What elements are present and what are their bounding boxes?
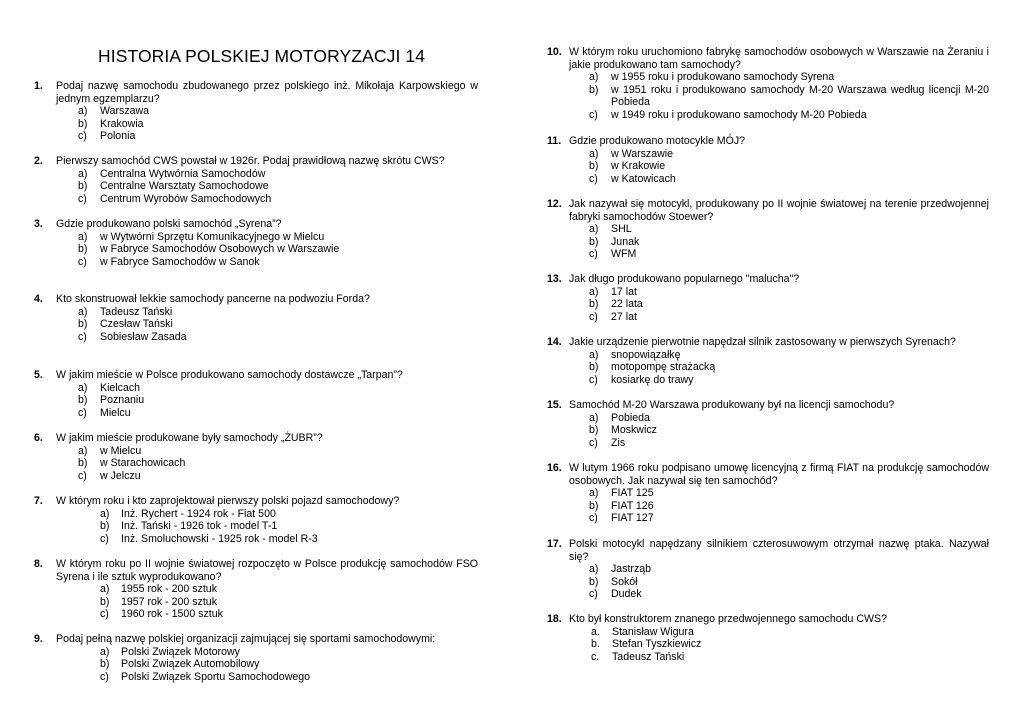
answer-option: a) 1955 rok - 200 sztuk (100, 583, 217, 596)
question-text: Kto był konstruktorem znanego przedwojennego samochodu CWS? (569, 613, 887, 625)
question-9 (34, 633, 478, 683)
question-text: W lutym 1966 roku podpisano umowę licencyjną z firmą FIAT na produkcję samochodów osobowych. Jak nazywał się ten samochód? (569, 462, 989, 487)
answer-option: b) Sokół (589, 575, 638, 588)
answer-option: a) Inż. Rychert - 1924 rok - Fiat 500 (100, 507, 276, 520)
answer-option: c) 27 lat (589, 310, 637, 323)
answer-option: a) Tadeusz Tański (78, 305, 173, 318)
answer-option: c) FIAT 127 (589, 512, 654, 525)
question-8 (34, 558, 478, 621)
question-number: 1. (34, 80, 43, 92)
question-2 (34, 155, 478, 205)
question-3 (34, 218, 478, 268)
question-number: 18. (547, 613, 562, 625)
question-number: 7. (34, 495, 43, 507)
answer-option: b. Stefan Tyszkiewicz (591, 638, 702, 651)
question-text: Gdzie produkowano polski samochód „Syrena”? (56, 218, 282, 230)
question-15 (547, 399, 989, 449)
question-1 (34, 80, 478, 143)
answer-option: b) Polski Związek Automobilowy (100, 658, 260, 671)
answer-option: c) Centrum Wyrobów Samochodowych (78, 192, 272, 205)
question-11 (547, 135, 989, 185)
answer-option: b) Centralne Warsztaty Samochodowe (78, 180, 269, 193)
question-number: 2. (34, 155, 43, 167)
question-text: W jakim mieście w Polsce produkowano samochody dostawcze „Tarpan”? (56, 369, 403, 381)
answer-option: c. Tadeusz Tański (591, 650, 685, 663)
answer-option: a) Jastrząb (589, 563, 652, 576)
question-13 (547, 273, 989, 323)
answer-option: a. Stanisław Wigura (591, 625, 694, 638)
answer-option: c) Mielcu (78, 406, 131, 419)
answer-option: b) Krakowia (78, 117, 144, 130)
question-number: 5. (34, 369, 43, 381)
answer-option: c) Dudek (589, 588, 642, 601)
question-4 (34, 293, 478, 343)
question-16 (547, 462, 989, 525)
question-6 (34, 432, 478, 482)
answer-option: c) 1960 rok - 1500 sztuk (100, 608, 223, 621)
answer-option: b) motopompę strażacką (589, 361, 716, 374)
answer-option: b) Czesław Tański (78, 318, 173, 331)
answer-option: b) Inż. Tański - 1926 tok - model T-1 (100, 520, 278, 533)
answer-option: a) snopowiązałkę (589, 348, 681, 361)
question-number: 17. (547, 538, 562, 550)
question-text: W jakim mieście produkowane były samochody „ŻUBR”? (56, 432, 323, 444)
question-14 (547, 336, 989, 386)
answer-option: a) Warszawa (78, 105, 150, 118)
question-number: 3. (34, 218, 43, 230)
question-18 (547, 613, 989, 663)
answer-option: b) w Fabryce Samochodów Osobowych w Warszawie (78, 243, 340, 256)
question-number: 16. (547, 462, 562, 474)
question-10 (547, 46, 989, 122)
answer-option: b) w Krakowie (589, 160, 666, 173)
question-number: 10. (547, 46, 562, 58)
answer-option: b) w 1951 roku i produkowano samochody M-20 Warszawa według licencji M-20 Pobieda (589, 83, 989, 109)
question-text: W którym roku uruchomiono fabrykę samochodów osobowych w Warszawie na Żeraniu i jakie produkowano tam samochody? (569, 46, 989, 71)
answer-option: c) Polonia (78, 130, 136, 143)
question-text: Polski motocykl napędzany silnikiem czterosuwowym otrzymał nazwę ptaka. Nazywał się? (569, 538, 989, 563)
answer-option: c) kosiarkę do trawy (589, 373, 694, 386)
question-text: W którym roku po II wojnie światowej rozpoczęto w Polsce produkcję samochodów FSO Syrena i ile sztuk wyprodukowano? (56, 558, 478, 583)
question-number: 6. (34, 432, 43, 444)
answer-option: a) Pobieda (589, 411, 650, 424)
question-12 (547, 198, 989, 261)
answer-option: c) Zis (589, 436, 626, 449)
question-number: 8. (34, 558, 43, 570)
answer-option: c) Polski Związek Sportu Samochodowego (100, 670, 311, 683)
question-5 (34, 369, 478, 419)
answer-option: b) Poznaniu (78, 394, 145, 407)
answer-option: c) Sobiesław Zasada (78, 330, 187, 343)
question-7 (34, 495, 478, 545)
question-text: Kto skonstruował lekkie samochody pancerne na podwoziu Forda? (56, 293, 370, 305)
answer-option: b) Moskwicz (589, 424, 657, 437)
question-text: Jak długo produkowano popularnego "malucha"? (569, 273, 800, 285)
answer-option: b) Junak (589, 235, 640, 248)
answer-option: c) w Katowicach (589, 172, 676, 185)
answer-option: c) w Jelczu (78, 469, 141, 482)
page-title: HISTORIA POLSKIEJ MOTORYZACJI 14 (98, 46, 426, 66)
question-number: 13. (547, 273, 562, 285)
question-text: Gdzie produkowano motocykle MÓJ? (569, 135, 746, 147)
answer-option: b) w Starachowicach (78, 457, 186, 470)
answer-option: a) Kielcach (78, 381, 141, 394)
answer-option: c) Inż. Smoluchowski - 1925 rok - model R-3 (100, 532, 318, 545)
question-text: Pierwszy samochód CWS powstał w 1926r. Podaj prawidłową nazwę skrótu CWS? (56, 155, 445, 167)
answer-option: a) w Warszawie (589, 147, 674, 160)
answer-option: a) Centralna Wytwórnia Samochodów (78, 167, 266, 180)
question-text: Podaj nazwę samochodu zbudowanego przez polskiego inż. Mikołaja Karpowskiego w jednym egzemplarzu? (56, 80, 478, 105)
question-number: 15. (547, 399, 562, 411)
answer-option: a) Polski Związek Motorowy (100, 645, 240, 658)
answer-option: a) w Mielcu (78, 444, 142, 457)
answer-option: a) w Wytwórni Sprzętu Komunikacyjnego w Mielcu (78, 230, 325, 243)
question-number: 14. (547, 336, 562, 348)
answer-option: a) SHL (589, 223, 632, 236)
answer-option: a) FIAT 125 (589, 487, 654, 500)
answer-option: c) w 1949 roku i produkowano samochody M-20 Pobieda (589, 108, 867, 121)
question-17 (547, 538, 989, 601)
answer-option: a) w 1955 roku i produkowano samochody Syrena (589, 71, 835, 84)
question-number: 9. (34, 633, 43, 645)
question-text: Jak nazywał się motocykl, produkowany po II wojnie światowej na terenie przedwojennej fabryki samochodów Stoewer? (569, 198, 989, 223)
question-number: 11. (547, 135, 562, 147)
question-text: W którym roku i kto zaprojektował pierwszy polski pojazd samochodowy? (56, 495, 400, 507)
answer-option: c) WFM (589, 248, 637, 261)
answer-option: a) 17 lat (589, 285, 637, 298)
question-number: 12. (547, 198, 562, 210)
question-number: 4. (34, 293, 43, 305)
answer-option: b) 22 lata (589, 298, 643, 311)
answer-option: c) w Fabryce Samochodów w Sanok (78, 255, 260, 268)
question-text: Samochód M-20 Warszawa produkowany był na licencji samochodu? (569, 399, 895, 411)
answer-option: b) 1957 rok - 200 sztuk (100, 595, 217, 608)
question-text: Podaj pełną nazwę polskiej organizacji zajmującej się sportami samochodowymi: (56, 633, 436, 645)
question-text: Jakie urządzenie pierwotnie napędzał silnik zastosowany w pierwszych Syrenach? (569, 336, 956, 348)
answer-option: b) FIAT 126 (589, 499, 654, 512)
